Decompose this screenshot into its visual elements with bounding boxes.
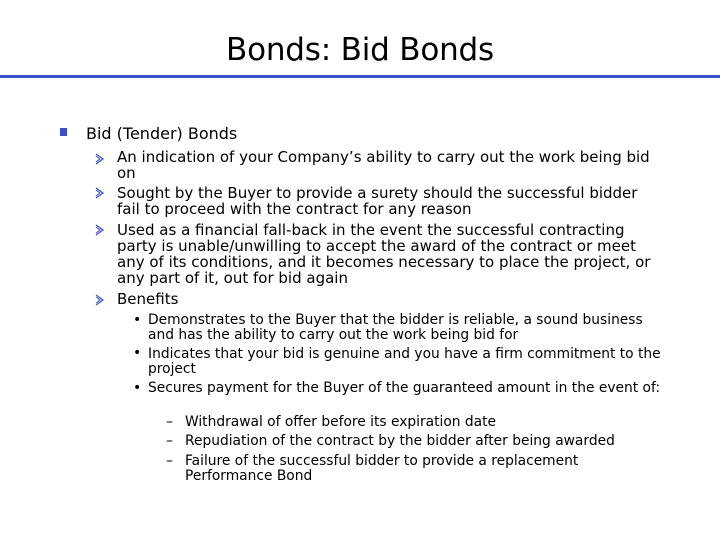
dash-bullet-icon: – [166,414,173,430]
arrow-outline-icon [95,294,105,306]
list-item: Benefits [117,290,179,308]
list-item: Used as a financial fall-back in the event the successful contracting party is unable/unwilling to accept the award of the contract or meet any of its conditions, and it becomes necessary to place the project, or any part of it, out for bid again [117,221,651,287]
list-item: Repudiation of the contract by the bidder after being awarded [185,433,615,449]
square-bullet-icon [60,128,67,136]
slide-title: Bonds: Bid Bonds [226,32,494,68]
list-item: Sought by the Buyer to provide a surety should the successful bidder fail to proceed with the contract for any reason [117,184,638,218]
list-item: Indicates that your bid is genuine and you have a firm commitment to the project [148,346,661,377]
list-item: Failure of the successful bidder to provide a replacement Performance Bond [185,453,579,484]
list-item: Demonstrates to the Buyer that the bidder is reliable, a sound business and has the ability to carry out the work being bid for [148,312,643,343]
arrow-outline-icon [95,187,105,199]
title-underline [0,75,720,78]
dash-bullet-icon: – [166,433,173,449]
list-item: Secures payment for the Buyer of the guaranteed amount in the event of: [148,380,660,396]
arrow-outline-icon [95,153,105,165]
dash-bullet-icon: – [166,453,173,469]
list-item: Withdrawal of offer before its expiration date [185,414,497,430]
section-heading: Bid (Tender) Bonds [86,124,238,143]
dot-bullet-icon: • [133,380,142,396]
dot-bullet-icon: • [133,345,142,361]
list-item: An indication of your Company’s ability to carry out the work being bid on [117,148,650,182]
arrow-outline-icon [95,224,105,236]
dot-bullet-icon: • [133,312,142,328]
